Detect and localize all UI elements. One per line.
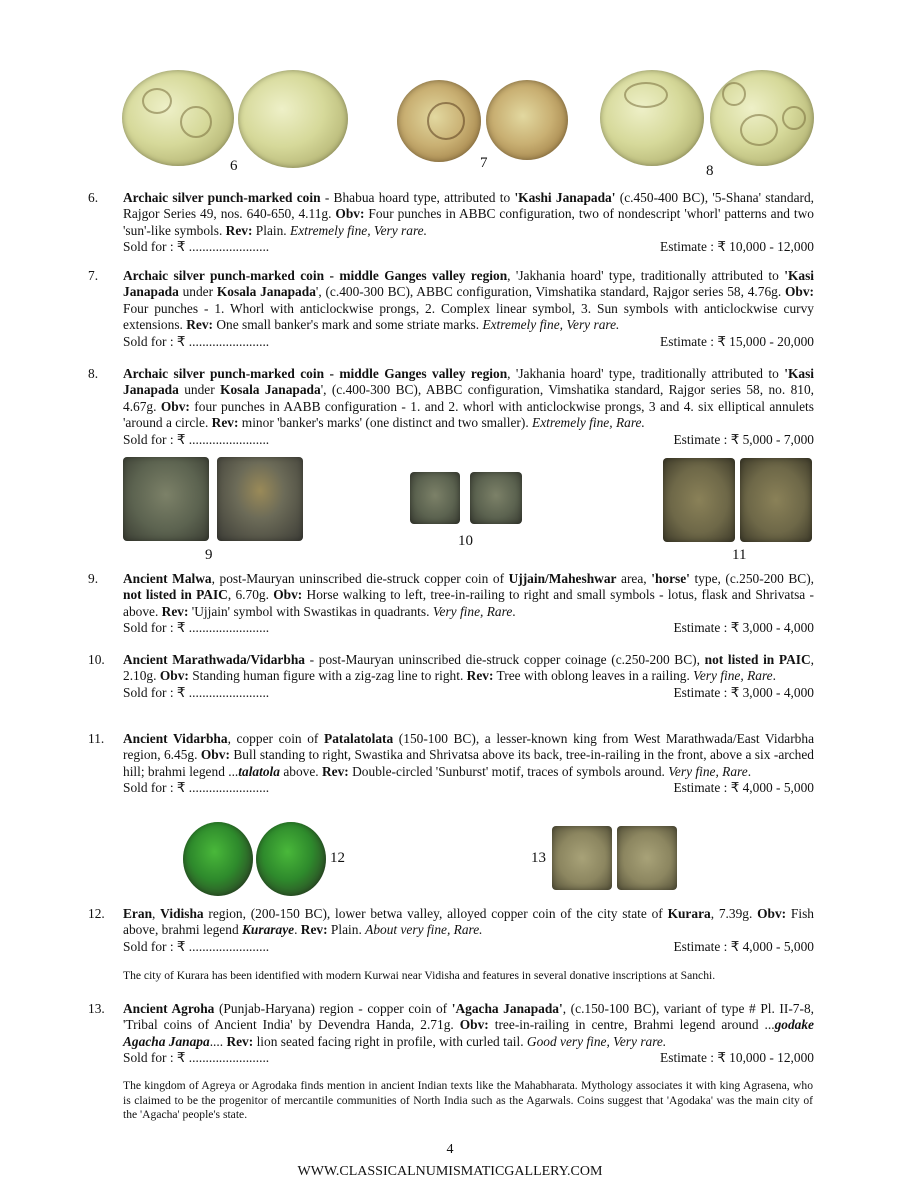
coin-12-obverse (183, 822, 253, 896)
estimate: Estimate : ₹ 3,000 - 4,000 (673, 620, 814, 636)
coin-10-reverse (470, 472, 522, 524)
lot-description: Eran, Vidisha region, (200-150 BC), lower betwa valley, alloyed copper coin of the city state of Kurara, 7.39g. Obv: Fish above, brahmi legend Kuraraye. Rev: Plain. About very fine, Rare. (123, 906, 815, 938)
lot-11 (88, 731, 814, 797)
lot-13 (88, 1001, 814, 1067)
estimate: Estimate : ₹ 4,000 - 5,000 (673, 938, 814, 954)
coin-9-obverse (123, 457, 209, 541)
lot-number: 6. (88, 190, 99, 205)
coin-13-obverse (552, 826, 612, 890)
lot-number: 12. (88, 906, 105, 921)
lot-description: Ancient Marathwada/Vidarbha - post-Mauryan uninscribed die-struck copper coinage (c.250-200 BC), not listed in PAIC, 2.10g. Obv: Standing human figure with a zig-zag line to right. Rev: Tree with oblong leaves in a railing. Very fine, Rare. (123, 652, 814, 684)
coin-8-obverse (600, 70, 704, 166)
coin-label-10: 10 (458, 533, 473, 549)
lot-description: Archaic silver punch-marked coin - middle Ganges valley region, 'Jakhania hoard' type, traditionally attributed to 'Kasi Janapada under Kosala Janapada', (c.400-300 BC), ABBC configuration, Vimshatika standard, Rajgor series 58, no. 810, 4.67g. Obv: four punches in AABB configuration - 1. and 2. whorl with anticlockwise prongs, 3 and 4. six elliptical annulets 'around a circle. Rev: minor 'banker's marks' (one distinct and two smaller). Extremely fine, Rare. (123, 366, 814, 431)
coin-13-reverse (617, 826, 677, 890)
lot-9 (88, 571, 814, 637)
lot-description: Archaic silver punch-marked coin - Bhabua hoard type, attributed to 'Kashi Janapada' (c.450-400 BC), '5-Shana' standard, Rajgor Series 49, nos. 640-650, 4.11g. Obv: Four punches in ABBC configuration, two of nondescript 'whorl' patterns and two 'sun'-like symbols. Rev: Plain. Extremely fine, Very rare. (123, 190, 815, 238)
lot-description: Archaic silver punch-marked coin - middle Ganges valley region, 'Jakhania hoard' type, traditionally attributed to 'Kasi Janapada under Kosala Janapada', (c.400-300 BC), ABBC configuration, Vimshatika standard, Rajgor series 58, 4.76g. Obv: Four punches - 1. Whorl with anticlockwise prongs, 2. Complex linear symbol, 3. Sun symbols with anticlockwise curvy extensions. Rev: One small banker's mark and some striate marks. Extremely fine, Very rare. (123, 268, 814, 333)
lot-number: 13. (88, 1001, 105, 1016)
sold-for: Sold for : ₹ ........................ (123, 684, 270, 700)
estimate: Estimate : ₹ 5,000 - 7,000 (673, 431, 814, 447)
lot-number: 8. (88, 366, 99, 381)
lot-number: 9. (88, 571, 99, 586)
coin-7-obverse (397, 80, 481, 162)
sold-for: Sold for : ₹ ........................ (123, 1050, 270, 1066)
sold-for: Sold for : ₹ ........................ (123, 239, 270, 255)
sold-for: Sold for : ₹ ........................ (123, 938, 270, 954)
lot-12-note: The city of Kurara has been identified with modern Kurwai near Vidisha and features in several donative inscriptions at Sanchi. (123, 969, 716, 982)
lot-number: 7. (88, 268, 99, 283)
sold-for: Sold for : ₹ ........................ (123, 333, 270, 349)
lot-13-note: The kingdom of Agreya or Agrodaka finds mention in ancient Indian texts like the Mahabharata. Mythology associates it with king Agrasena, who is claimed to be the progenitor of mercantile communities of North India such as the Agarwals. Coins suggest that 'Agodaka' was the main city of the 'Agacha' people's state. (123, 1079, 813, 1121)
coin-6-obverse (122, 70, 234, 166)
coin-7-reverse (486, 80, 568, 160)
coin-label-11: 11 (732, 547, 747, 563)
estimate: Estimate : ₹ 10,000 - 12,000 (660, 239, 814, 255)
estimate: Estimate : ₹ 3,000 - 4,000 (673, 684, 814, 700)
sold-for: Sold for : ₹ ........................ (123, 620, 270, 636)
lot-7 (88, 268, 814, 350)
coin-10-obverse (410, 472, 460, 524)
coin-6-reverse (238, 70, 348, 168)
coin-label-9: 9 (205, 547, 213, 563)
coin-label-13: 13 (531, 850, 546, 866)
coin-label-7: 7 (480, 155, 488, 171)
coin-11-reverse (740, 458, 812, 542)
lot-description: Ancient Vidarbha, copper coin of Patalatolata (150-100 BC), a lesser-known king from West Marathwada/East Vidarbha region, 6.45g. Obv: Bull standing to right, Swastika and Shrivatsa above its back, tree-in-railing in the front, above a six -arched hill; brahmi legend ...talatola above. Rev: Double-circled 'Sunburst' motif, traces of symbols around. Very fine, Rare. (123, 731, 815, 779)
lot-description: Ancient Agroha (Punjab-Haryana) region - copper coin of 'Agacha Janapada', (c.150-100 BC), variant of type # Pl. II-7-8, 'Tribal coins of Ancient India' by Devendra Handa, 2.71g. Obv: tree-in-railing in centre, Brahmi legend around ...godake Agacha Janapa.... Rev: lion seated facing right in profile, with curled tail. Good very fine, Very rare. (123, 1001, 814, 1049)
lot-10 (88, 652, 814, 701)
website-url: WWW.CLASSICALNUMISMATICGALLERY.COM (297, 1164, 603, 1179)
sold-for: Sold for : ₹ ........................ (123, 780, 270, 796)
page-number: 4 (446, 1142, 454, 1157)
coin-12-reverse (256, 822, 326, 896)
coin-label-8: 8 (706, 163, 714, 179)
coin-label-6: 6 (230, 158, 238, 174)
estimate: Estimate : ₹ 4,000 - 5,000 (673, 780, 814, 796)
lot-8 (88, 366, 814, 448)
lot-description: Ancient Malwa, post-Mauryan uninscribed die-struck copper coin of Ujjain/Maheshwar area, 'horse' type, (c.250-200 BC), not listed in PAIC, 6.70g. Obv: Horse walking to left, tree-in-railing to right and small symbols - lotus, flask and Shrivatsa - above. Rev: 'Ujjain' symbol with Swastikas in quadrants. Very fine, Rare. (123, 571, 815, 619)
lot-12 (88, 906, 814, 955)
coin-11-obverse (663, 458, 735, 542)
coin-9-reverse (217, 457, 303, 541)
estimate: Estimate : ₹ 10,000 - 12,000 (660, 1050, 814, 1066)
lot-number: 11. (88, 731, 105, 746)
coin-8-reverse (710, 70, 814, 166)
lot-number: 10. (88, 652, 105, 667)
estimate: Estimate : ₹ 15,000 - 20,000 (660, 333, 814, 349)
sold-for: Sold for : ₹ ........................ (123, 431, 270, 447)
lot-6 (88, 190, 814, 256)
coin-label-12: 12 (330, 850, 345, 866)
